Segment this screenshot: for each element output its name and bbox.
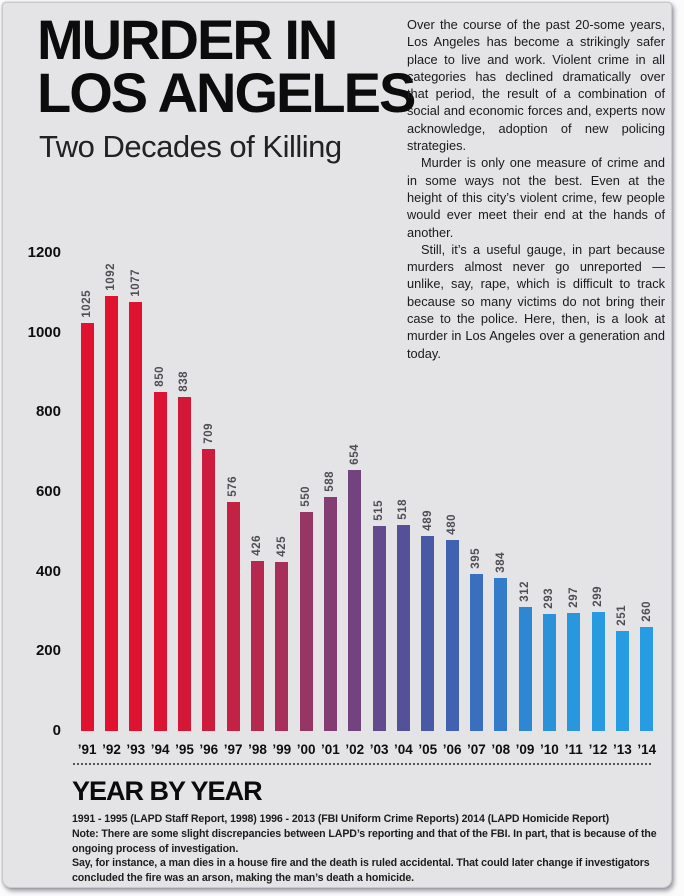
bar-value-label: 312 <box>519 581 532 602</box>
intro-paragraph-3: Still, it’s a useful gauge, in part because murders almost never go unreported — unlike, say, rape, which is difficult to track because so many victims do not bring their case to the police. Here, then, is a look at murder in Los Angeles over a generation and today. <box>407 241 665 361</box>
x-axis-label: ’91 <box>77 742 97 757</box>
infographic-card <box>2 2 672 888</box>
x-axis-label: ’01 <box>321 742 340 757</box>
bar-column <box>343 253 367 757</box>
bar-value-label: 515 <box>373 500 386 521</box>
bar-column <box>416 253 440 757</box>
y-axis-label: 200 <box>35 642 61 660</box>
bar <box>227 502 240 731</box>
bar <box>178 397 191 731</box>
bar <box>519 607 532 731</box>
bar-value-label: 838 <box>178 371 191 392</box>
x-axis-label: ’96 <box>199 742 219 757</box>
bar <box>81 323 94 731</box>
x-axis-label: ’02 <box>345 742 365 757</box>
bar-value-label: 654 <box>348 444 361 465</box>
bar <box>494 578 507 731</box>
title-line-1: MURDER IN <box>37 8 337 71</box>
x-axis-label: ’10 <box>540 742 559 757</box>
bar-value-label: 251 <box>616 605 629 626</box>
x-axis-label: ’97 <box>223 742 243 757</box>
y-axis-label: 0 <box>52 722 61 739</box>
bar <box>300 512 313 731</box>
bar-column <box>489 253 513 757</box>
source-notes <box>72 812 668 886</box>
y-axis-label: 600 <box>35 483 61 500</box>
y-axis-label: 1000 <box>27 323 61 341</box>
bar-chart <box>75 253 659 757</box>
x-axis-label: ’93 <box>126 742 146 757</box>
bar-column <box>99 253 123 757</box>
bar-value-label: 293 <box>543 588 556 609</box>
bar-value-label: 1025 <box>81 290 94 318</box>
bar-column <box>197 253 221 757</box>
bar-column <box>294 253 318 757</box>
bar <box>616 631 629 731</box>
bar-value-label: 550 <box>300 486 313 507</box>
y-axis-label: 800 <box>35 403 61 421</box>
bar-column <box>537 253 561 757</box>
x-axis-label: ’94 <box>150 742 170 757</box>
bar <box>324 497 337 731</box>
bar <box>421 536 434 731</box>
bar <box>640 627 653 731</box>
x-axis-label: ’99 <box>272 742 292 757</box>
x-axis-label: ’07 <box>467 742 486 757</box>
x-axis-label: ’08 <box>491 742 511 757</box>
page-title <box>37 8 415 124</box>
dotted-divider <box>73 763 651 765</box>
bar-column <box>172 253 196 757</box>
bar <box>446 540 459 731</box>
bar-value-label: 709 <box>202 423 215 444</box>
bar <box>397 525 410 731</box>
bar <box>275 562 288 731</box>
bar <box>470 574 483 731</box>
intro-paragraph-2: Murder is only one measure of crime and in some ways not the best. Even at the height of this city’s violent crime, few people would ever meet their end at the hands of another. <box>407 155 665 240</box>
bar-column <box>318 253 342 757</box>
bar-column <box>75 253 99 757</box>
bar-column <box>148 253 172 757</box>
x-axis-label: ’92 <box>102 742 121 757</box>
x-axis-label: ’09 <box>515 742 535 757</box>
bar-value-label: 576 <box>227 476 240 497</box>
y-axis-label: 1200 <box>27 244 61 261</box>
bar-value-label: 1092 <box>105 263 118 291</box>
bar-column <box>440 253 464 757</box>
bar <box>348 470 361 731</box>
bar <box>592 612 605 731</box>
bar-column <box>513 253 537 757</box>
x-axis-label: ’00 <box>296 742 316 757</box>
source-line: 1991 - 1995 (LAPD Staff Report, 1998) 1996 - 2013 (FBI Uniform Crime Reports) 2014 (LAPD Homicide Report) <box>72 813 609 825</box>
note-line: Note: There are some slight discrepancies between LAPD’s reporting and that of the FBI. In part, that is because of the ongoing process of investigation. <box>72 827 657 855</box>
x-axis-label: ’12 <box>588 742 608 757</box>
bar-value-label: 299 <box>592 586 605 607</box>
bar-value-label: 260 <box>640 601 653 622</box>
bar-value-label: 518 <box>397 499 410 520</box>
x-axis-label: ’13 <box>612 742 632 757</box>
bar-column <box>586 253 610 757</box>
bar-value-label: 297 <box>567 587 580 608</box>
bar-column <box>464 253 488 757</box>
chart-y-axis <box>3 244 61 739</box>
bar <box>154 392 167 731</box>
bar-value-label: 384 <box>494 552 507 573</box>
bar-value-label: 489 <box>421 510 434 531</box>
bar <box>202 449 215 731</box>
bar-value-label: 1077 <box>129 269 142 297</box>
bar <box>543 614 556 731</box>
bar <box>567 613 580 731</box>
bar-column <box>245 253 269 757</box>
x-axis-label: ’98 <box>248 742 267 757</box>
bar-value-label: 850 <box>154 366 167 387</box>
x-axis-label: ’11 <box>564 742 583 757</box>
chart-section-heading: YEAR BY YEAR <box>72 776 262 806</box>
bar-column <box>270 253 294 757</box>
intro-paragraph-1: Over the course of the past 20-some years, Los Angeles has become a strikingly safer place to live and work. Violent crime in all categories has declined dramatically over that period, the result of a combination of social and economic forces and, experts now acknowledge, adoption of new policing strategies. <box>407 17 665 154</box>
bar-column <box>391 253 415 757</box>
y-axis-label: 400 <box>35 562 61 580</box>
bar-column <box>610 253 634 757</box>
bar-column <box>221 253 245 757</box>
bar-column <box>367 253 391 757</box>
x-axis-label: ’04 <box>394 742 413 757</box>
bar-column <box>124 253 148 757</box>
bar <box>373 526 386 731</box>
title-line-2: LOS ANGELES <box>37 61 415 124</box>
x-axis-label: ’06 <box>442 742 462 757</box>
bar-value-label: 395 <box>470 548 483 569</box>
x-axis-label: ’05 <box>418 742 438 757</box>
example-line: Say, for instance, a man dies in a house fire and the death is ruled accidental. That could later change if investigators concluded the fire was an arson, making the man’s death a homicide. <box>72 857 650 885</box>
bar-value-label: 426 <box>251 535 264 556</box>
bar <box>129 302 142 731</box>
x-axis-label: ’14 <box>637 742 657 757</box>
bar-value-label: 425 <box>275 536 288 557</box>
bar <box>251 561 264 731</box>
bar-column <box>635 253 659 757</box>
x-axis-label: ’03 <box>369 742 389 757</box>
x-axis-label: ’95 <box>175 742 194 757</box>
bar-column <box>562 253 586 757</box>
bar-value-label: 480 <box>446 514 459 535</box>
page-subtitle: Two Decades of Killing <box>39 129 342 164</box>
bar <box>105 296 118 731</box>
bar-value-label: 588 <box>324 471 337 492</box>
